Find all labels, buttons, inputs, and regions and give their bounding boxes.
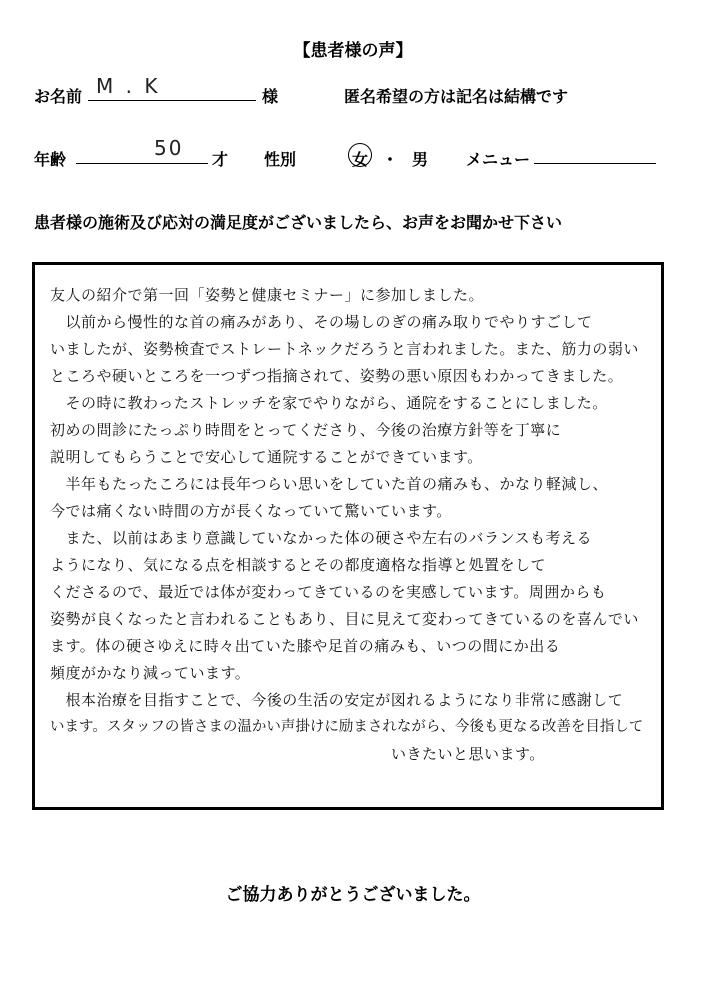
testimonial-line: 初めの問診にたっぷり時間をとってくださり、今後の治療方針等を丁寧に (50, 421, 562, 439)
testimonial-line: ところや硬いところを一つずつ指摘されて、姿勢の悪い原因もわかってきました。 (50, 367, 624, 385)
gender-male: 男 (412, 150, 429, 169)
testimonial-line: ます。体の硬さゆえに時々出ていた膝や足首の痛みも、いつの間にか出る (50, 637, 561, 655)
testimonial-line: くださるので、最近では体が変わってきているのを実感しています。周囲からも (50, 583, 607, 601)
testimonial-line: います。スタッフの皆さまの温かい声掛けに励まされながら、今後も更なる改善を目指して (50, 719, 644, 735)
testimonial-line: 根本治療を目指すことで、今後の生活の安定が図れるようになり非常に感謝して (50, 691, 624, 709)
menu-underline (534, 163, 656, 164)
testimonial-text (50, 282, 650, 768)
testimonial-line: 今では痛くない時間の方が長くなっていて驚いています。 (50, 502, 452, 520)
testimonial-line: 姿勢が良くなったと言われることもあり、目に見えて変わってきているのを喜んでい (50, 610, 639, 628)
testimonial-line: 頻度がかなり減っています。 (50, 664, 251, 682)
name-value: M . K (96, 74, 161, 98)
gender-female: 女 (352, 150, 369, 169)
age-value: 50 (154, 136, 184, 160)
menu-label: メニュー (466, 150, 531, 169)
anonymous-note: 匿名希望の方は記名は結構です (344, 87, 569, 106)
testimonial-line: その時に教わったストレッチを家でやりながら、通院をすることにしました。 (50, 394, 608, 412)
testimonial-line: いきたいと思います。 (50, 745, 545, 763)
name-suffix: 様 (262, 87, 279, 106)
gender-separator: ・ (382, 150, 399, 169)
age-label: 年齢 (34, 150, 67, 169)
thank-you-text: ご協力ありがとうございました。 (225, 885, 481, 905)
testimonial-line: ようになり、気になる点を相談するとその都度適格な指導と処置をして (50, 556, 547, 574)
intro-text: 患者様の施術及び応対の満足度がございましたら、お声をお聞かせ下さい (34, 213, 563, 232)
form-title: 【患者様の声】 (293, 41, 413, 61)
name-label: お名前 (34, 87, 83, 106)
testimonial-line: 以前から慢性的な首の痛みがあり、その場しのぎの痛み取りでやりすごして (50, 313, 593, 331)
name-underline (88, 100, 256, 101)
testimonial-line: いましたが、姿勢検査でストレートネックだろうと言われました。また、筋力の弱い (50, 340, 639, 358)
gender-label: 性別 (264, 150, 297, 169)
testimonial-line: 説明してもらうことで安心して通院することができています。 (50, 448, 483, 466)
testimonial-line: 半年もたったころには長年つらい思いをしていた首の痛みも、かなり軽減し、 (50, 475, 609, 493)
testimonial-line: 友人の紹介で第一回「姿勢と健康セミナー」に参加しました。 (50, 286, 485, 304)
testimonial-line: また、以前はあまり意識していなかった体の硬さや左右のバランスも考える (50, 529, 593, 547)
age-suffix: 才 (212, 150, 229, 169)
age-underline (76, 163, 208, 164)
